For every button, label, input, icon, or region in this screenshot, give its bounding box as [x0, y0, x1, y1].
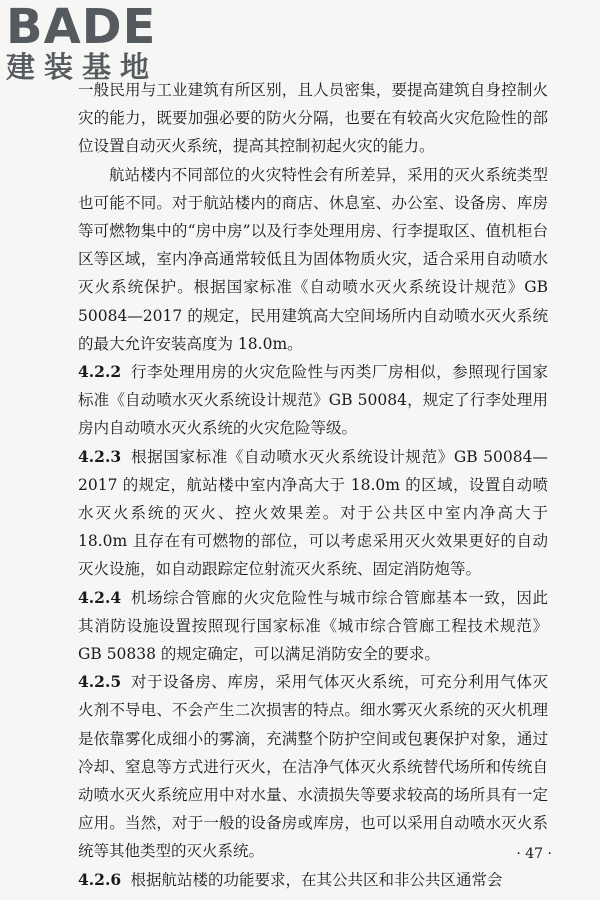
- paragraph-text: 根据航站楼的功能要求，在其公共区和非公共区通常会: [130, 870, 503, 889]
- logo-subtitle: 建装基地: [6, 50, 159, 84]
- paragraph-text: 根据国家标准《自动喷水灭火系统设计规范》GB 50084—2017 的规定，航站楼中室内净高大于 18.0m 的区域，设置自动喷水灭火系统的灭火、控火效果差。对于公共区中室内净高大于 18.0m 且存在有可燃物的部位，可以考虑采用灭火效果更好的自动灭火设施，如自动跟踪定位射流灭火系统、固定消防炮等。: [78, 447, 548, 579]
- paragraph-text: 对于设备房、库房，采用气体灭火系统，可充分利用气体灭火剂不导电、不会产生二次损害的特点。细水雾灭火系统的灭火机理是依靠雾化成细小的雾滴，充满整个防护空间或包裹保护对象，通过冷却、窒息等方式进行灭火，在洁净气体灭火系统替代场所和传统自动喷水灭火系统应用中对水量、水渍损失等要求较高的场所具有一定应用。当然，对于一般的设备房或库房，也可以采用自动喷水灭火系统等其他类型的灭火系统。: [78, 673, 548, 861]
- clause-number: 4.2.2: [78, 362, 122, 382]
- paragraph: [78, 76, 548, 161]
- paragraph-text: 机场综合管廊的火灾危险性与城市综合管廊基本一致，因此其消防设施设置按照现行国家标准《城市综合管廊工程技术规范》GB 50838 的规定确定，可以满足消防安全的要求。: [78, 588, 548, 664]
- document-body: [78, 76, 548, 894]
- paragraph: [78, 161, 548, 358]
- paragraph-text: 航站楼内不同部位的火灾特性会有所差异，采用的灭火系统类型也可能不同。对于航站楼内的商店、休息室、办公室、设备房、库房等可燃物集中的“房中房”以及行李处理用房、行李提取区、值机柜台区等区域，室内净高通常较低且为固体物质火灾，适合采用自动喷水灭火系统保护。根据国家标准《自动喷水灭火系统设计规范》GB 50084—2017 的规定，民用建筑高大空间场所内自动喷水灭火系统的最大允许安装高度为 18.0m。: [78, 165, 548, 353]
- clause-4-2-3: [78, 443, 548, 584]
- paragraph-text: 行李处理用房的火灾危险性与丙类厂房相似，参照现行国家标准《自动喷水灭火系统设计规范》GB 50084，规定了行李处理用房内自动喷水灭火系统的火灾危险等级。: [78, 363, 548, 438]
- clause-number: 4.2.3: [78, 446, 122, 466]
- clause-4-2-2: [78, 358, 548, 443]
- bade-logo: [6, 0, 159, 84]
- clause-4-2-5: [78, 668, 548, 865]
- logo-wordmark: BADE: [6, 0, 157, 55]
- clause-number: 4.2.5: [78, 672, 122, 692]
- page-number: · 47 ·: [516, 846, 552, 862]
- clause-4-2-6: [78, 866, 548, 894]
- clause-number: 4.2.4: [78, 587, 122, 607]
- clause-number: 4.2.6: [78, 869, 122, 889]
- clause-4-2-4: [78, 584, 548, 669]
- paragraph-text: 一般民用与工业建筑有所区别，且人员密集，要提高建筑自身控制火灾的能力，既要加强必要的防火分隔，也要在有较高火灾危险性的部位设置自动灭火系统，提高其控制初起火灾的能力。: [78, 81, 548, 156]
